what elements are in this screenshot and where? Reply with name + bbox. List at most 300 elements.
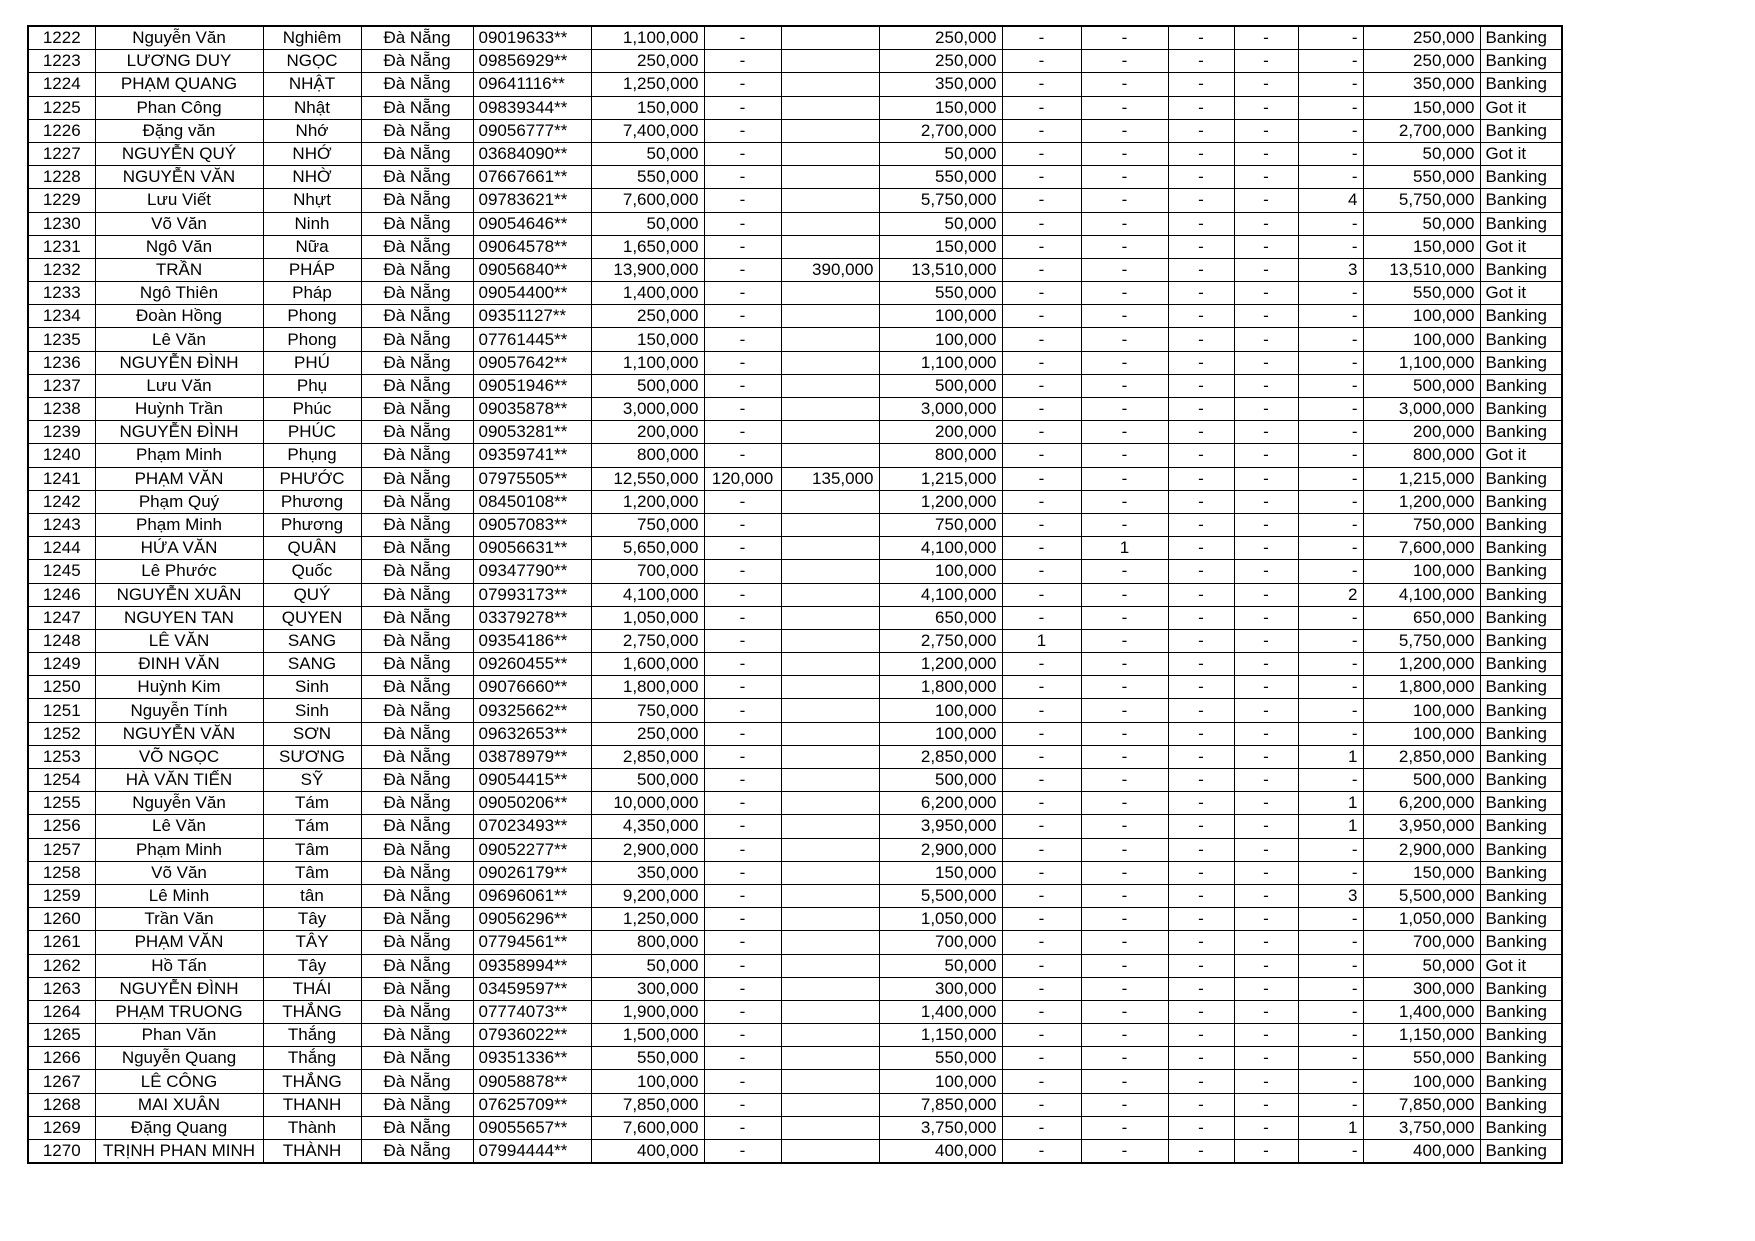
table-row [28,421,1562,444]
cell-last_name: LÊ CÔNG [95,1070,263,1093]
cell-deduct_b: 390,000 [781,258,879,281]
cell-f5: - [1298,1000,1363,1023]
cell-first_name: Phương [263,490,361,513]
table-row [28,977,1562,1000]
cell-amount: 1,100,000 [591,26,704,50]
cell-deduct_a: - [704,653,781,676]
cell-amount: 250,000 [591,305,704,328]
cell-no: 1255 [28,792,95,815]
cell-f2: - [1081,50,1168,73]
cell-approved: 1,200,000 [879,490,1002,513]
cell-city: Đà Nẵng [361,699,473,722]
cell-total: 550,000 [1363,282,1480,305]
cell-last_name: Phạm Minh [95,444,263,467]
cell-first_name: Tây [263,908,361,931]
cell-f5: - [1298,769,1363,792]
table-row [28,258,1562,281]
table-row [28,1024,1562,1047]
cell-approved: 50,000 [879,954,1002,977]
cell-f4: - [1234,26,1298,50]
table-row [28,560,1562,583]
cell-f4: - [1234,73,1298,96]
cell-method: Banking [1480,815,1562,838]
cell-f5: - [1298,908,1363,931]
table-row [28,467,1562,490]
cell-last_name: Lê Minh [95,884,263,907]
table-row [28,374,1562,397]
cell-f2: - [1081,629,1168,652]
cell-phone: 09052277** [473,838,591,861]
cell-last_name: TRỊNH PHAN MINH [95,1140,263,1164]
cell-total: 550,000 [1363,166,1480,189]
cell-f1: - [1002,189,1081,212]
cell-phone: 09026179** [473,861,591,884]
cell-phone: 09050206** [473,792,591,815]
cell-f5: - [1298,1093,1363,1116]
cell-f1: - [1002,722,1081,745]
cell-amount: 50,000 [591,954,704,977]
cell-phone: 09354186** [473,629,591,652]
cell-f4: - [1234,653,1298,676]
cell-deduct_a: - [704,977,781,1000]
cell-f1: - [1002,96,1081,119]
table-row [28,954,1562,977]
cell-no: 1247 [28,606,95,629]
cell-f4: - [1234,444,1298,467]
cell-method: Banking [1480,305,1562,328]
cell-no: 1250 [28,676,95,699]
cell-f4: - [1234,560,1298,583]
cell-f1: - [1002,398,1081,421]
cell-deduct_b [781,305,879,328]
cell-amount: 7,400,000 [591,119,704,142]
cell-approved: 50,000 [879,212,1002,235]
cell-first_name: PHƯỚC [263,467,361,490]
cell-method: Banking [1480,166,1562,189]
cell-f5: - [1298,444,1363,467]
cell-deduct_b [781,769,879,792]
cell-approved: 6,200,000 [879,792,1002,815]
cell-city: Đà Nẵng [361,1024,473,1047]
cell-city: Đà Nẵng [361,374,473,397]
cell-last_name: LƯƠNG DUY [95,50,263,73]
cell-f3: - [1168,374,1234,397]
cell-f4: - [1234,258,1298,281]
cell-last_name: Nguyễn Văn [95,792,263,815]
cell-f3: - [1168,258,1234,281]
cell-f5: - [1298,96,1363,119]
cell-first_name: Phụng [263,444,361,467]
cell-deduct_a: - [704,861,781,884]
cell-approved: 150,000 [879,235,1002,258]
cell-first_name: Tâm [263,838,361,861]
cell-last_name: Lê Văn [95,328,263,351]
cell-f1: - [1002,73,1081,96]
cell-last_name: PHẠM VĂN [95,467,263,490]
cell-deduct_a: - [704,838,781,861]
cell-no: 1241 [28,467,95,490]
cell-total: 5,500,000 [1363,884,1480,907]
table-row [28,235,1562,258]
cell-deduct_a: - [704,931,781,954]
cell-amount: 500,000 [591,374,704,397]
cell-deduct_a: - [704,1140,781,1164]
cell-amount: 2,850,000 [591,745,704,768]
cell-first_name: Phong [263,328,361,351]
cell-approved: 200,000 [879,421,1002,444]
cell-deduct_b [781,954,879,977]
cell-approved: 800,000 [879,444,1002,467]
cell-f2: - [1081,838,1168,861]
cell-first_name: PHÚ [263,351,361,374]
cell-approved: 100,000 [879,560,1002,583]
cell-total: 1,150,000 [1363,1024,1480,1047]
cell-deduct_a: - [704,1047,781,1070]
cell-deduct_a: - [704,722,781,745]
cell-f2: - [1081,1000,1168,1023]
table-row [28,792,1562,815]
cell-no: 1258 [28,861,95,884]
cell-phone: 09019633** [473,26,591,50]
cell-first_name: Thắng [263,1047,361,1070]
cell-f3: - [1168,954,1234,977]
cell-last_name: Lê Văn [95,815,263,838]
cell-total: 750,000 [1363,513,1480,536]
cell-method: Banking [1480,26,1562,50]
cell-amount: 350,000 [591,861,704,884]
cell-f4: - [1234,513,1298,536]
cell-first_name: NHẬT [263,73,361,96]
cell-deduct_a: - [704,142,781,165]
cell-f3: - [1168,745,1234,768]
cell-deduct_a: - [704,305,781,328]
cell-deduct_a: - [704,351,781,374]
table-row [28,769,1562,792]
cell-total: 1,200,000 [1363,490,1480,513]
cell-f2: - [1081,606,1168,629]
cell-total: 200,000 [1363,421,1480,444]
cell-amount: 1,500,000 [591,1024,704,1047]
cell-first_name: NHỚ [263,142,361,165]
cell-method: Banking [1480,73,1562,96]
cell-f4: - [1234,374,1298,397]
cell-approved: 5,500,000 [879,884,1002,907]
cell-f5: - [1298,560,1363,583]
cell-city: Đà Nẵng [361,1140,473,1164]
cell-first_name: THẮNG [263,1070,361,1093]
cell-city: Đà Nẵng [361,884,473,907]
cell-f3: - [1168,119,1234,142]
cell-method: Banking [1480,1000,1562,1023]
cell-amount: 10,000,000 [591,792,704,815]
cell-deduct_b [781,166,879,189]
table-row [28,838,1562,861]
cell-city: Đà Nẵng [361,1116,473,1139]
cell-total: 100,000 [1363,560,1480,583]
cell-deduct_b [781,792,879,815]
cell-deduct_b [781,235,879,258]
cell-f2: - [1081,374,1168,397]
table-row [28,305,1562,328]
cell-approved: 150,000 [879,96,1002,119]
cell-approved: 3,950,000 [879,815,1002,838]
cell-last_name: Ngô Thiên [95,282,263,305]
cell-approved: 550,000 [879,166,1002,189]
cell-f4: - [1234,1070,1298,1093]
cell-f2: - [1081,1047,1168,1070]
cell-total: 500,000 [1363,374,1480,397]
cell-deduct_b [781,583,879,606]
cell-f1: - [1002,166,1081,189]
cell-f2: - [1081,931,1168,954]
cell-deduct_b [781,444,879,467]
cell-f1: - [1002,1070,1081,1093]
cell-no: 1262 [28,954,95,977]
cell-first_name: TÂY [263,931,361,954]
cell-total: 250,000 [1363,26,1480,50]
cell-first_name: tân [263,884,361,907]
cell-approved: 2,700,000 [879,119,1002,142]
cell-f2: - [1081,861,1168,884]
cell-city: Đà Nẵng [361,1093,473,1116]
cell-method: Banking [1480,490,1562,513]
cell-f1: - [1002,119,1081,142]
cell-approved: 3,750,000 [879,1116,1002,1139]
cell-f3: - [1168,629,1234,652]
cell-phone: 07994444** [473,1140,591,1164]
cell-f1: - [1002,1024,1081,1047]
cell-phone: 09359741** [473,444,591,467]
cell-deduct_b [781,1047,879,1070]
table-row [28,676,1562,699]
cell-last_name: Phan Công [95,96,263,119]
cell-f2: - [1081,212,1168,235]
cell-phone: 09347790** [473,560,591,583]
cell-phone: 09641116** [473,73,591,96]
cell-first_name: Tám [263,792,361,815]
cell-no: 1254 [28,769,95,792]
cell-no: 1246 [28,583,95,606]
cell-method: Banking [1480,1140,1562,1164]
table-row [28,745,1562,768]
cell-f1: - [1002,258,1081,281]
cell-amount: 550,000 [591,166,704,189]
table-row [28,490,1562,513]
table-row [28,606,1562,629]
cell-f4: - [1234,282,1298,305]
cell-phone: 09358994** [473,954,591,977]
cell-no: 1266 [28,1047,95,1070]
cell-f4: - [1234,676,1298,699]
cell-last_name: NGUYỄN VĂN [95,166,263,189]
cell-f3: - [1168,699,1234,722]
cell-no: 1237 [28,374,95,397]
cell-approved: 1,150,000 [879,1024,1002,1047]
cell-last_name: PHẠM VĂN [95,931,263,954]
cell-amount: 550,000 [591,1047,704,1070]
cell-amount: 750,000 [591,513,704,536]
cell-method: Banking [1480,1116,1562,1139]
cell-last_name: Phạm Minh [95,513,263,536]
cell-no: 1268 [28,1093,95,1116]
cell-deduct_a: - [704,537,781,560]
cell-last_name: Đoàn Hồng [95,305,263,328]
cell-amount: 800,000 [591,931,704,954]
cell-deduct_a: - [704,119,781,142]
cell-f1: - [1002,142,1081,165]
cell-total: 150,000 [1363,96,1480,119]
cell-city: Đà Nẵng [361,861,473,884]
cell-last_name: Nguyễn Quang [95,1047,263,1070]
cell-deduct_a: - [704,212,781,235]
cell-approved: 300,000 [879,977,1002,1000]
cell-total: 150,000 [1363,235,1480,258]
cell-f1: - [1002,50,1081,73]
cell-first_name: Tâm [263,861,361,884]
cell-amount: 2,750,000 [591,629,704,652]
cell-f2: - [1081,676,1168,699]
cell-f3: - [1168,328,1234,351]
cell-no: 1259 [28,884,95,907]
cell-last_name: Lưu Viết [95,189,263,212]
cell-total: 100,000 [1363,699,1480,722]
cell-phone: 07993173** [473,583,591,606]
cell-city: Đà Nẵng [361,653,473,676]
cell-city: Đà Nẵng [361,792,473,815]
cell-deduct_a: - [704,769,781,792]
cell-total: 1,215,000 [1363,467,1480,490]
cell-phone: 09325662** [473,699,591,722]
cell-f4: - [1234,629,1298,652]
cell-f2: - [1081,73,1168,96]
cell-f5: 2 [1298,583,1363,606]
cell-amount: 1,250,000 [591,908,704,931]
cell-phone: 03459597** [473,977,591,1000]
cell-method: Banking [1480,792,1562,815]
cell-deduct_a: - [704,1116,781,1139]
cell-first_name: Thành [263,1116,361,1139]
cell-deduct_b [781,119,879,142]
cell-city: Đà Nẵng [361,954,473,977]
cell-f4: - [1234,96,1298,119]
cell-city: Đà Nẵng [361,537,473,560]
cell-amount: 1,650,000 [591,235,704,258]
cell-deduct_a: - [704,444,781,467]
cell-f1: - [1002,328,1081,351]
cell-last_name: NGUYỄN ĐÌNH [95,351,263,374]
cell-f2: - [1081,421,1168,444]
cell-f4: - [1234,1024,1298,1047]
cell-first_name: Thắng [263,1024,361,1047]
cell-total: 1,400,000 [1363,1000,1480,1023]
cell-phone: 07023493** [473,815,591,838]
cell-deduct_b [781,1070,879,1093]
cell-f3: - [1168,166,1234,189]
cell-f1: - [1002,1047,1081,1070]
table-row [28,73,1562,96]
cell-approved: 500,000 [879,769,1002,792]
cell-f2: - [1081,560,1168,583]
cell-method: Banking [1480,838,1562,861]
cell-no: 1257 [28,838,95,861]
cell-method: Banking [1480,931,1562,954]
cell-last_name: Nguyễn Văn [95,26,263,50]
cell-f4: - [1234,745,1298,768]
cell-first_name: SƠN [263,722,361,745]
cell-amount: 200,000 [591,421,704,444]
cell-city: Đà Nẵng [361,189,473,212]
cell-approved: 550,000 [879,1047,1002,1070]
cell-f4: - [1234,421,1298,444]
cell-deduct_a: - [704,282,781,305]
cell-first_name: Phong [263,305,361,328]
cell-f3: - [1168,351,1234,374]
cell-f2: - [1081,815,1168,838]
cell-last_name: MAI XUÂN [95,1093,263,1116]
cell-approved: 2,900,000 [879,838,1002,861]
cell-f4: - [1234,1116,1298,1139]
cell-f1: - [1002,212,1081,235]
cell-f1: - [1002,699,1081,722]
cell-city: Đà Nẵng [361,444,473,467]
cell-f2: - [1081,722,1168,745]
cell-method: Banking [1480,374,1562,397]
cell-phone: 09054646** [473,212,591,235]
cell-last_name: Đặng văn [95,119,263,142]
cell-deduct_a: - [704,73,781,96]
cell-deduct_b [781,374,879,397]
cell-f3: - [1168,142,1234,165]
cell-phone: 09057642** [473,351,591,374]
cell-total: 100,000 [1363,722,1480,745]
cell-total: 1,200,000 [1363,653,1480,676]
cell-f4: - [1234,305,1298,328]
table-row [28,722,1562,745]
cell-last_name: NGUYỄN XUÂN [95,583,263,606]
cell-no: 1231 [28,235,95,258]
cell-f4: - [1234,235,1298,258]
cell-f3: - [1168,398,1234,421]
cell-f5: - [1298,629,1363,652]
cell-deduct_a: - [704,1070,781,1093]
cell-phone: 03684090** [473,142,591,165]
table-row [28,583,1562,606]
cell-f3: - [1168,722,1234,745]
cell-no: 1235 [28,328,95,351]
table-row [28,931,1562,954]
cell-f5: - [1298,142,1363,165]
cell-total: 1,050,000 [1363,908,1480,931]
cell-f2: - [1081,513,1168,536]
cell-phone: 09054400** [473,282,591,305]
cell-no: 1270 [28,1140,95,1164]
cell-f3: - [1168,977,1234,1000]
cell-f1: - [1002,908,1081,931]
cell-no: 1261 [28,931,95,954]
cell-f2: - [1081,166,1168,189]
cell-city: Đà Nẵng [361,490,473,513]
cell-amount: 50,000 [591,142,704,165]
cell-phone: 08450108** [473,490,591,513]
cell-approved: 550,000 [879,282,1002,305]
cell-phone: 07936022** [473,1024,591,1047]
cell-total: 400,000 [1363,1140,1480,1164]
cell-city: Đà Nẵng [361,815,473,838]
cell-f1: - [1002,1093,1081,1116]
cell-f1: - [1002,374,1081,397]
cell-no: 1245 [28,560,95,583]
cell-f3: - [1168,444,1234,467]
